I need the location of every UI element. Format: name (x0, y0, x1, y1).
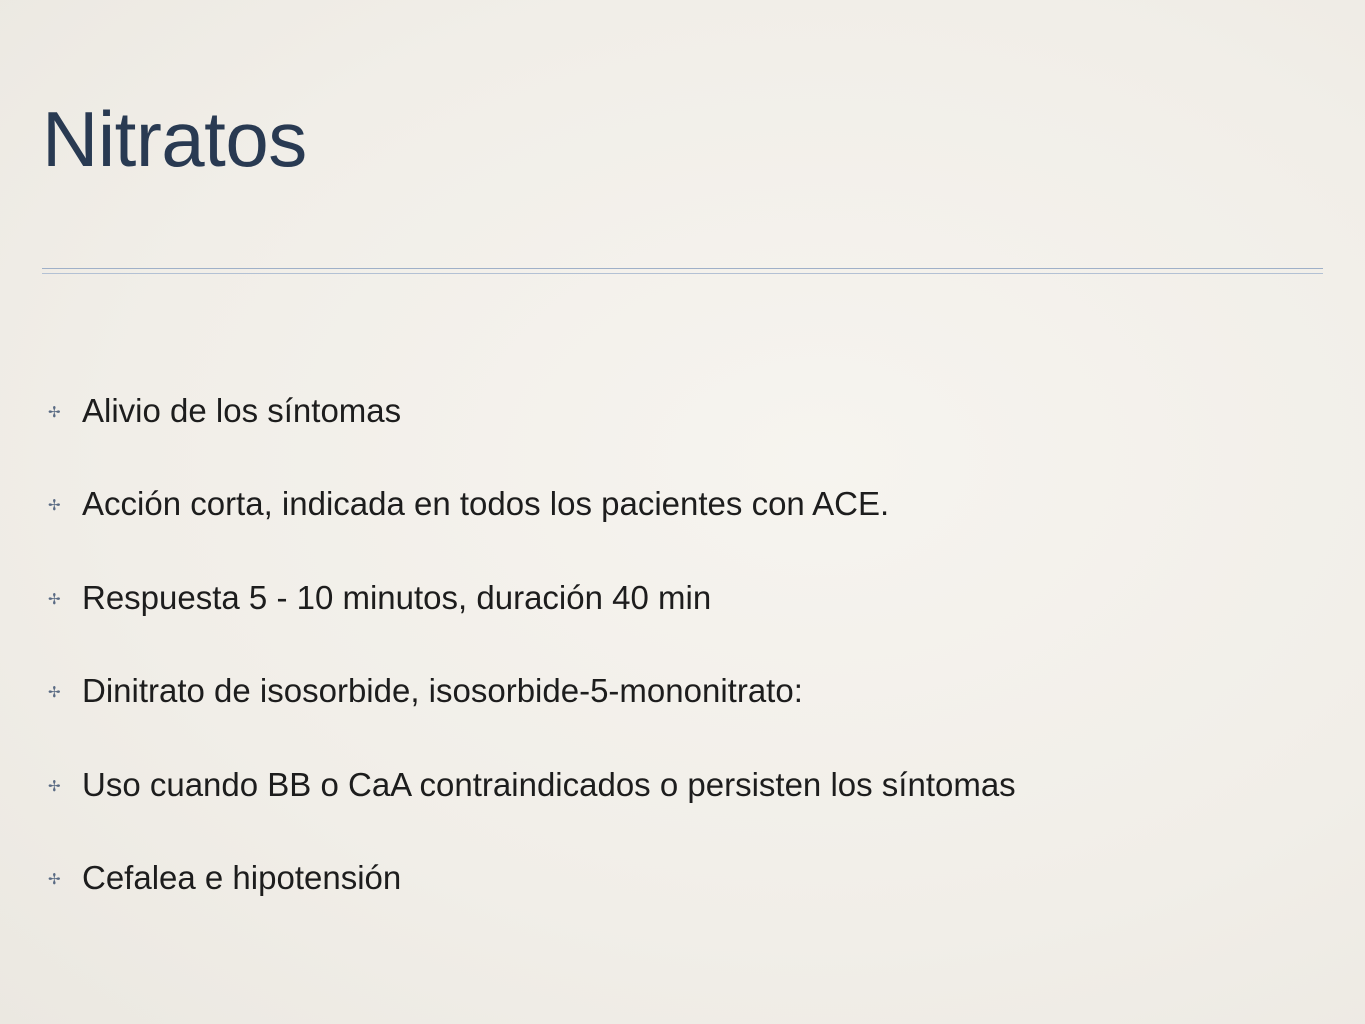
title-divider-top (42, 268, 1323, 269)
bullet-item (48, 761, 1016, 807)
four-pointed-star-icon: ✢ (48, 777, 61, 795)
bullet-text: Respuesta 5 - 10 minutos, duración 40 min (82, 578, 712, 616)
bullet-text: Acción corta, indicada en todos los pacientes con ACE. (82, 485, 890, 522)
bullet-item (48, 855, 1016, 901)
slide-title: Nitratos (42, 95, 307, 183)
bullet-item (48, 574, 1016, 620)
four-pointed-star-icon: ✢ (48, 497, 61, 514)
bullet-text: Uso cuando BB o CaA contraindicados o persisten los síntomas (82, 765, 1016, 803)
bullet-item (48, 387, 1016, 433)
bullet-text: Alivio de los síntomas (82, 391, 402, 429)
four-pointed-star-icon: ✢ (48, 871, 61, 888)
four-pointed-star-icon: ✢ (48, 590, 61, 608)
bullet-list (48, 387, 1016, 948)
bullet-text: Cefalea e hipotensión (82, 859, 402, 896)
four-pointed-star-icon: ✢ (48, 684, 61, 701)
bullet-item (48, 668, 1016, 714)
bullet-item (48, 481, 1016, 527)
bullet-text: Dinitrato de isosorbide, isosorbide-5-mononitrato: (82, 672, 803, 709)
four-pointed-star-icon: ✢ (48, 403, 61, 421)
title-divider-bottom (42, 273, 1323, 274)
